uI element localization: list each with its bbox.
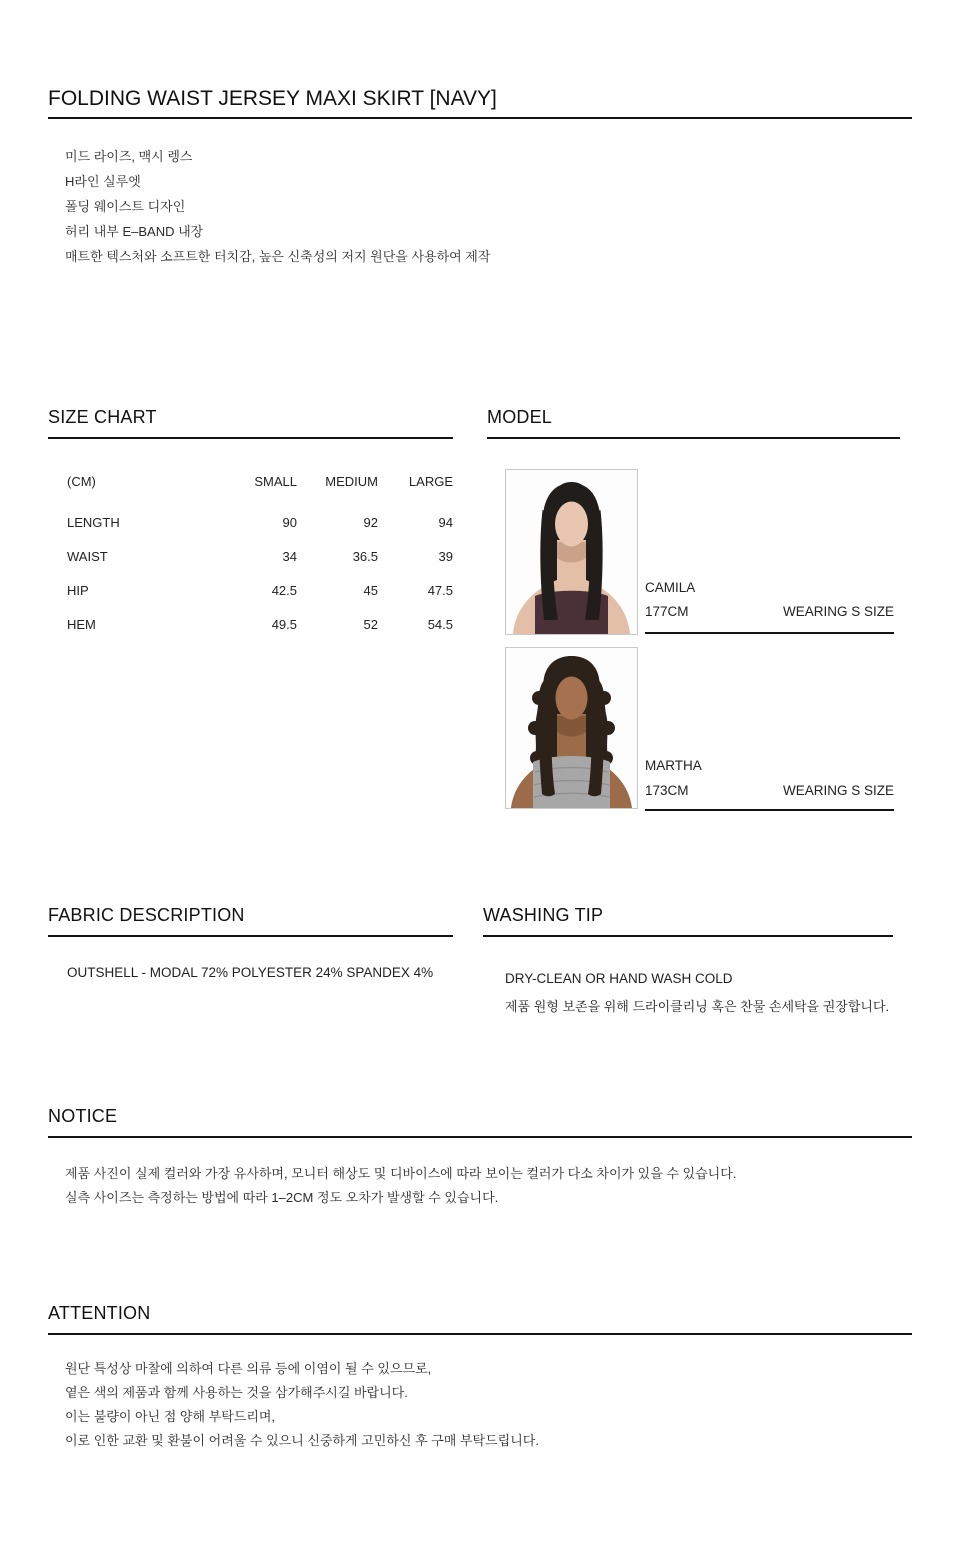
washing-line-kr: 제품 원형 보존을 위해 드라이클리닝 혹은 찬물 손세탁을 권장합니다. — [505, 999, 890, 1014]
washing-line-en: DRY-CLEAN OR HAND WASH COLD — [505, 971, 733, 986]
attention-heading: ATTENTION — [48, 1301, 912, 1335]
washing-heading: WASHING TIP — [483, 903, 893, 937]
cell-large: 94 — [438, 514, 453, 530]
table-row-hem — [48, 607, 453, 641]
model-section — [487, 405, 900, 825]
washing-instructions — [483, 965, 893, 1021]
fabric-composition: OUTSHELL - MODAL 72% POLYESTER 24% SPANDEX 4% — [67, 965, 434, 980]
model-wearing-size: WEARING S SIZE — [782, 604, 894, 619]
row-label: HEM — [67, 616, 96, 632]
model-info-line — [645, 603, 894, 621]
model-height: 173CM — [645, 783, 689, 798]
cell-small: 90 — [282, 514, 297, 530]
cell-small: 34 — [282, 548, 297, 564]
attention-line: 이는 불량이 아닌 점 양해 부탁드리며, — [65, 1409, 276, 1424]
attention-line: 원단 특성상 마찰에 의하여 다른 의류 등에 이염이 될 수 있으므로, — [65, 1361, 432, 1376]
attention-line: 옅은 색의 제품과 함께 사용하는 것을 삼가해주시길 바랍니다. — [65, 1385, 408, 1400]
model-photo-camila — [505, 469, 638, 635]
model-height: 177CM — [645, 604, 689, 619]
product-description — [65, 144, 490, 269]
model-photo-martha — [505, 647, 638, 809]
cell-large: 39 — [438, 548, 453, 564]
attention-text — [48, 1357, 912, 1453]
cell-medium: 45 — [363, 582, 378, 598]
row-label: LENGTH — [67, 514, 120, 530]
notice-section — [48, 1104, 912, 1210]
cell-small: 49.5 — [271, 616, 297, 632]
description-line: 미드 라이즈, 맥시 렝스 — [65, 149, 193, 164]
size-chart-unit-label: (CM) — [67, 473, 96, 489]
model-divider — [645, 809, 894, 811]
cell-medium: 36.5 — [352, 548, 378, 564]
fabric-description-section — [48, 903, 453, 980]
model-heading: MODEL — [487, 405, 900, 439]
size-chart-col-medium: MEDIUM — [325, 473, 378, 489]
size-chart-table — [48, 471, 453, 641]
model-name: MARTHA — [645, 758, 702, 773]
table-row-waist — [48, 539, 453, 573]
description-line: 허리 내부 E–BAND 내장 — [65, 224, 204, 239]
size-chart-heading: SIZE CHART — [48, 405, 453, 439]
attention-section — [48, 1301, 912, 1453]
notice-line: 실측 사이즈는 측정하는 방법에 따라 1–2CM 정도 오차가 발생할 수 있습니다. — [65, 1190, 499, 1205]
model-name: CAMILA — [645, 580, 696, 595]
size-chart-col-small: SMALL — [254, 473, 297, 489]
attention-line: 이로 인한 교환 및 환불이 어려울 수 있으니 신중하게 고민하신 후 구매 부탁드립니다. — [65, 1433, 539, 1448]
row-label: WAIST — [67, 548, 108, 564]
cell-medium: 52 — [363, 616, 378, 632]
description-line: 매트한 텍스처와 소프트한 터치감, 높은 신축성의 저지 원단을 사용하여 제작 — [65, 249, 491, 264]
notice-heading: NOTICE — [48, 1104, 912, 1138]
row-label: HIP — [67, 582, 89, 598]
title-block — [48, 86, 912, 119]
description-line: 폴딩 웨이스트 디자인 — [65, 199, 186, 214]
size-chart-section — [48, 405, 453, 641]
notice-text — [48, 1162, 912, 1210]
cell-small: 42.5 — [271, 582, 297, 598]
washing-tip-section — [483, 903, 893, 1021]
table-row-hip — [48, 573, 453, 607]
fabric-heading: FABRIC DESCRIPTION — [48, 903, 453, 937]
cell-large: 54.5 — [427, 616, 453, 632]
size-chart-header-row — [48, 471, 453, 491]
cell-medium: 92 — [363, 514, 378, 530]
size-chart-col-large: LARGE — [408, 473, 453, 489]
description-line: H라인 실루엣 — [65, 174, 141, 189]
notice-line: 제품 사진이 실제 컬러와 가장 유사하며, 모니터 해상도 및 디바이스에 따라 보이는 컬러가 다소 차이가 있을 수 있습니다. — [65, 1166, 737, 1181]
model-info-line — [645, 782, 894, 800]
table-row-length — [48, 505, 453, 539]
model-divider — [645, 632, 894, 634]
page-title: FOLDING WAIST JERSEY MAXI SKIRT [NAVY] — [48, 86, 912, 119]
cell-large: 47.5 — [427, 582, 453, 598]
model-wearing-size: WEARING S SIZE — [782, 783, 894, 798]
